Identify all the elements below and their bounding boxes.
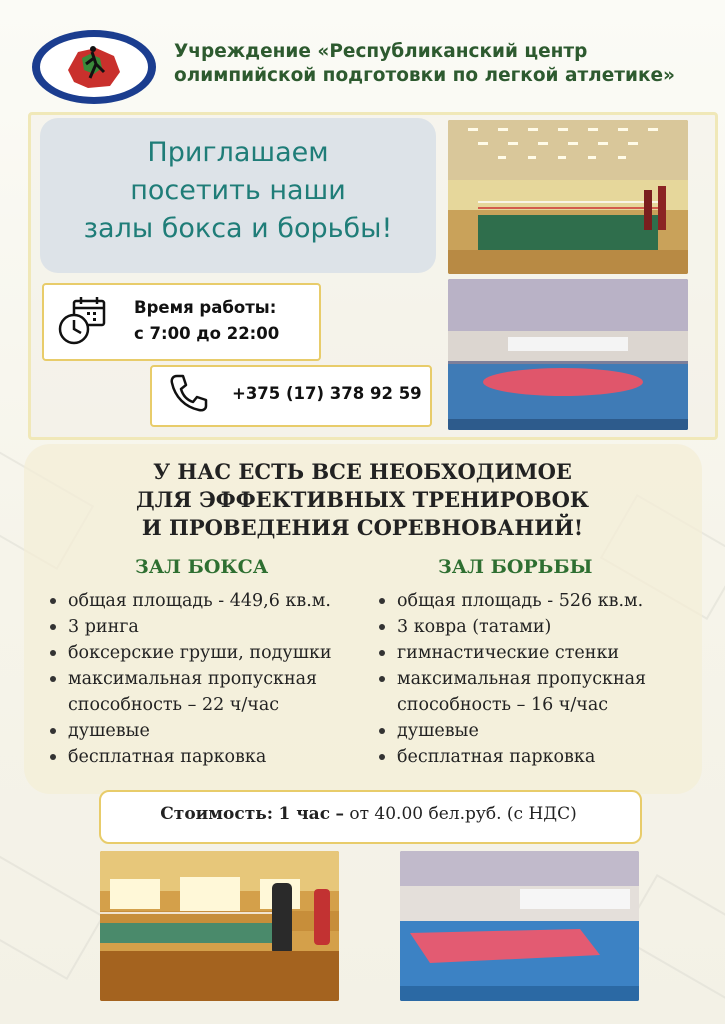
list-item: боксерские груши, подушки xyxy=(46,640,376,666)
headline-line2: ДЛЯ ЭФФЕКТИВНЫХ ТРЕНИРОВОК xyxy=(136,487,589,512)
boxing-features-list xyxy=(46,588,376,770)
price-value: от 40.00 бел.руб. (с НДС) xyxy=(349,804,577,824)
list-item: общая площадь - 526 кв.м. xyxy=(375,588,705,614)
hours-label: Время работы: xyxy=(134,298,277,317)
boxing-hall-title: ЗАЛ БОКСА xyxy=(135,556,269,578)
hours-value: с 7:00 до 22:00 xyxy=(134,324,280,343)
list-item: 3 ринга xyxy=(46,614,376,640)
list-item: 3 ковра (татами) xyxy=(375,614,705,640)
organization-title-line1: Учреждение «Республиканский центр xyxy=(174,41,588,62)
list-item: бесплатная парковка xyxy=(46,744,376,770)
headline-line1: У НАС ЕСТЬ ВСЕ НЕОБХОДИМОЕ xyxy=(153,459,572,484)
clock-calendar-icon xyxy=(54,295,110,347)
list-item: гимнастические стенки xyxy=(375,640,705,666)
price-label: Стоимость: xyxy=(160,804,274,824)
invite-line1: Приглашаем xyxy=(147,137,329,168)
decor-hexagon xyxy=(0,854,104,980)
list-item: максимальная пропускная способность – 22 ч/час xyxy=(46,666,376,718)
boxing-hall-photo-2 xyxy=(100,851,339,1001)
invite-text xyxy=(40,134,436,248)
list-item: душевые xyxy=(375,718,705,744)
price-dash: – xyxy=(335,804,344,824)
features-headline xyxy=(40,458,685,542)
price-duration: 1 час xyxy=(278,804,331,824)
wrestling-hall-title: ЗАЛ БОРЬБЫ xyxy=(438,556,593,578)
wrestling-hall-photo-2 xyxy=(400,851,639,1001)
list-item: максимальная пропускная способность – 16 ч/час xyxy=(375,666,705,718)
organization-title xyxy=(174,40,714,88)
list-item: душевые xyxy=(46,718,376,744)
phone-icon xyxy=(168,372,210,414)
wrestling-features-list xyxy=(375,588,705,770)
invite-line2: посетить наши xyxy=(130,175,346,206)
list-item: бесплатная парковка xyxy=(375,744,705,770)
invite-line3: залы бокса и борьбы! xyxy=(83,213,393,244)
boxing-hall-photo xyxy=(448,120,688,274)
organization-logo xyxy=(30,28,158,106)
organization-title-line2: олимпийской подготовки по легкой атлетике» xyxy=(174,65,675,86)
wrestling-hall-photo xyxy=(448,279,688,430)
phone-number[interactable]: +375 (17) 378 92 59 xyxy=(232,384,422,403)
list-item: общая площадь - 449,6 кв.м. xyxy=(46,588,376,614)
headline-line3: И ПРОВЕДЕНИЯ СОРЕВНОВАНИЙ! xyxy=(141,515,584,540)
price-line xyxy=(99,804,638,824)
